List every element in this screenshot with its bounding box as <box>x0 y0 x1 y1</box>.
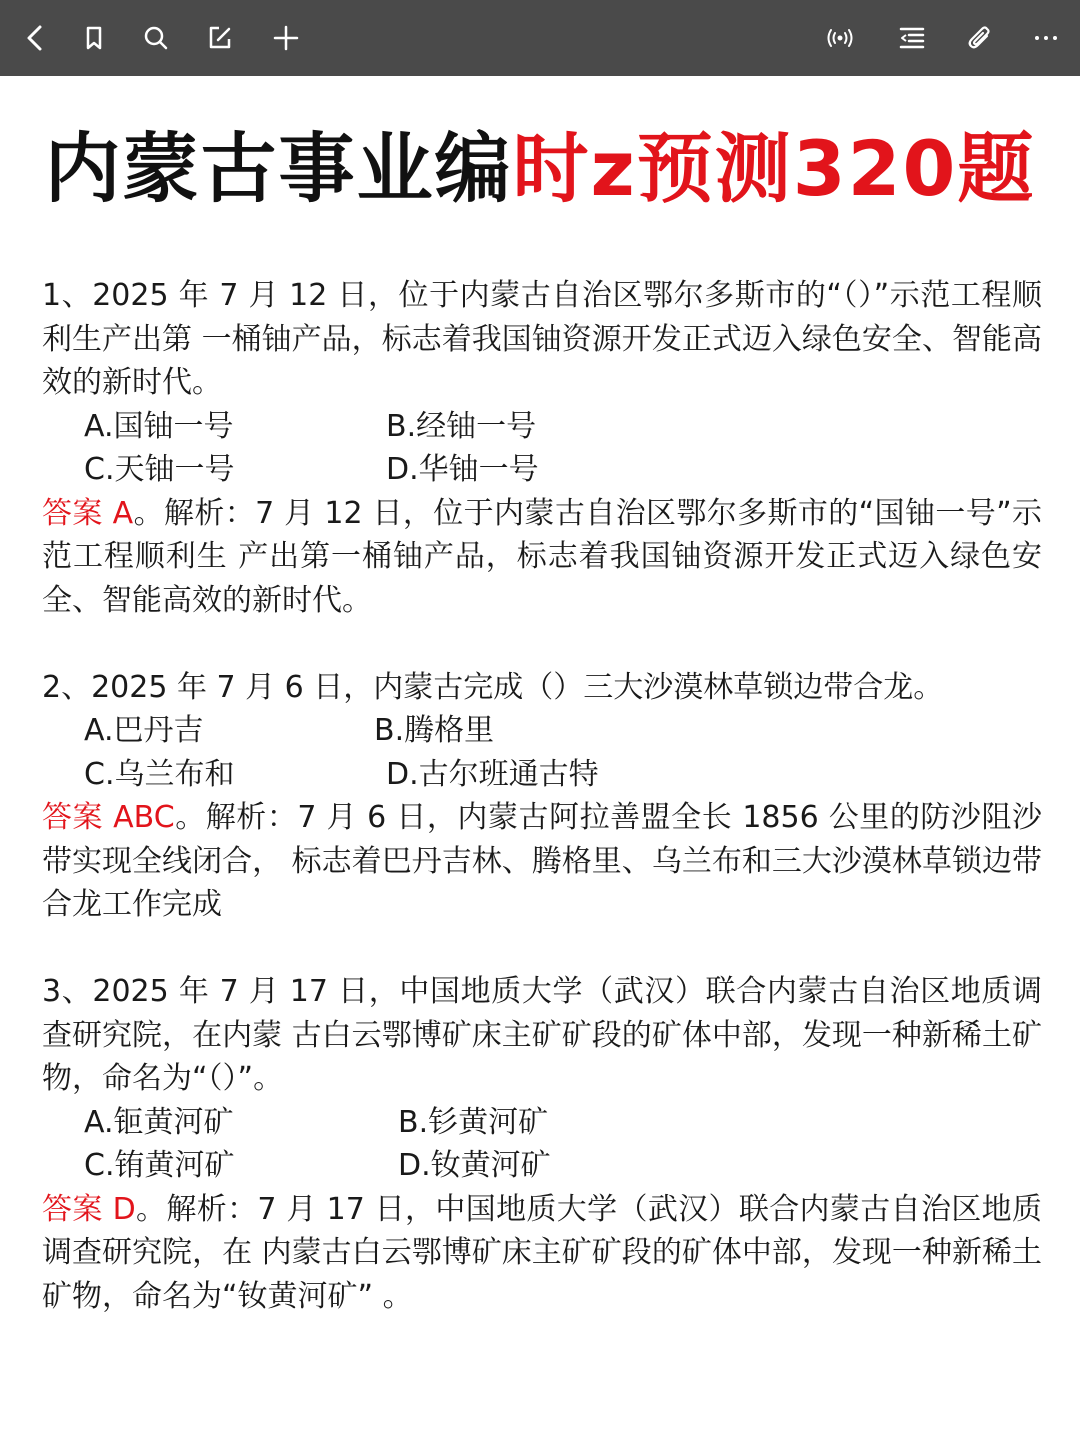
option-b: B.腾格里 <box>374 713 495 748</box>
question-block <box>42 274 1042 622</box>
answer-analysis <box>42 796 1042 927</box>
document-body <box>42 274 1042 1318</box>
option-a: A.钷黄河矿 <box>84 1104 234 1140</box>
analysis-text: 。解析：7 月 17 日，中国地质大学（武汉）联合内蒙古自治区地质调查研究院，在 内蒙古白云鄂博矿床主矿矿段的矿体中部，发现一种新稀土矿物，命名为“钕黄河矿” 。 <box>42 1191 1042 1314</box>
bookmark-icon[interactable] <box>74 18 114 58</box>
question-text: 3、2025 年 7 月 17 日，中国地质大学（武汉）联合内蒙古自治区地质调查研究院，在内蒙 古白云鄂博矿床主矿矿段的矿体中部，发现一种新稀土矿物，命名为“（）”。 <box>42 974 1042 1096</box>
title-part-black: 内蒙古事业编 <box>44 124 513 213</box>
option-c: C.天铀一号 <box>84 452 235 487</box>
question-block <box>42 666 1042 927</box>
question-text: 1、2025 年 7 月 12 日，位于内蒙古自治区鄂尔多斯市的“（）”示范工程顺利生产出第 一桶铀产品，标志着我国铀资源开发正式迈入绿色安全、智能高效的新时代。 <box>42 278 1042 400</box>
option-b: B.经铀一号 <box>386 408 537 444</box>
option-c: C.铕黄河矿 <box>84 1148 235 1183</box>
options-list <box>42 1101 1042 1188</box>
option-a: A.国铀一号 <box>84 408 234 444</box>
option-c: C.乌兰布和 <box>84 756 235 792</box>
question-block <box>42 970 1042 1318</box>
back-icon[interactable] <box>16 18 56 58</box>
read-aloud-icon[interactable] <box>820 18 860 58</box>
answer-analysis <box>42 492 1042 623</box>
option-d: D.钕黄河矿 <box>398 1148 551 1183</box>
page-title <box>0 108 1080 217</box>
answer-label: 答案 D <box>42 1191 136 1227</box>
analysis-text: 。解析：7 月 6 日，内蒙古阿拉善盟全长 1856 公里的防沙阻沙带实现全线闭合， 标志着巴丹吉林、腾格里、乌兰布和三大沙漠林草锁边带合龙工作完成 <box>42 800 1043 922</box>
options-list <box>42 709 1042 796</box>
option-a: A.巴丹吉 <box>84 713 204 748</box>
attachment-icon[interactable] <box>960 18 1000 58</box>
top-toolbar <box>0 0 1080 76</box>
search-icon[interactable] <box>136 18 176 58</box>
edit-icon[interactable] <box>200 18 240 58</box>
more-icon[interactable] <box>1026 18 1066 58</box>
option-d: D.古尔班通古特 <box>386 756 599 792</box>
answer-analysis <box>42 1188 1042 1319</box>
options-list <box>42 405 1042 492</box>
answer-label: 答案 A <box>42 495 134 531</box>
outline-icon[interactable] <box>892 18 932 58</box>
add-icon[interactable] <box>266 18 306 58</box>
question-text: 2、2025 年 7 月 6 日，内蒙古完成（）三大沙漠林草锁边带合龙。 <box>42 669 944 705</box>
option-d: D.华铀一号 <box>386 452 539 487</box>
answer-label: 答案 ABC <box>42 800 175 835</box>
title-part-red: 时z预测320题 <box>512 124 1036 213</box>
option-b: B.钐黄河矿 <box>398 1104 549 1140</box>
analysis-text: 。解析：7 月 12 日，位于内蒙古自治区鄂尔多斯市的“国铀一号”示范工程顺利生 产出第一桶铀产品，标志着我国铀资源开发正式迈入绿色安全、智能高效的新时代。 <box>42 495 1043 618</box>
